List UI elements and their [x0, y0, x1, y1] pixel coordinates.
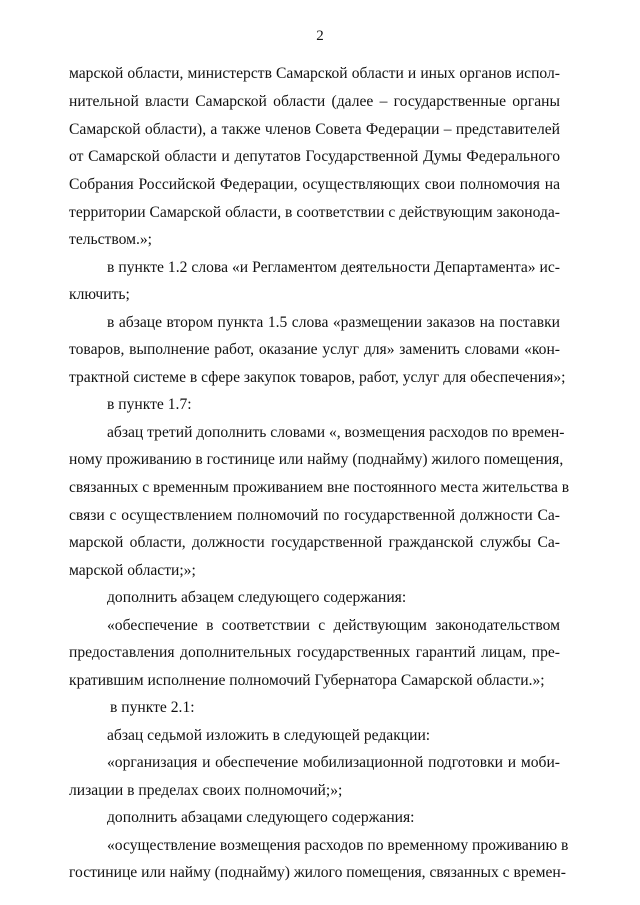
- text-line: ному проживанию в гостинице или найму (поднайму) жилого помещения,: [69, 451, 564, 468]
- text-line: «осуществление возмещения расходов по временному проживанию в: [107, 837, 569, 854]
- text-line: от Самарской области и депутатов Государственной Думы Федерального: [69, 148, 560, 165]
- text-line: нительной власти Самарской области (далее – государственные органы: [69, 93, 560, 110]
- text-line: ключить;: [69, 286, 130, 303]
- text-line: «организация и обеспечение мобилизационной подготовки и моби-: [107, 754, 560, 771]
- text-line: «обеспечение в соответствии с действующим законодательством: [107, 617, 560, 634]
- text-line: товаров, выполнение работ, оказание услуг для» заменить словами «кон-: [69, 341, 560, 358]
- page-number: 2: [316, 28, 324, 44]
- text-line: тельством.»;: [69, 231, 153, 248]
- text-line: в абзаце втором пункта 1.5 слова «размещении заказов на поставки: [107, 314, 560, 331]
- text-line: лизации в пределах своих полномочий;»;: [69, 782, 343, 799]
- text-line: в пункте 2.1:: [110, 699, 195, 716]
- text-line: марской области, министерств Самарской области и иных органов испол-: [69, 65, 560, 82]
- text-line: дополнить абзацем следующего содержания:: [107, 589, 407, 606]
- text-line: связи с осуществлением полномочий по государственной должности Са-: [69, 507, 560, 524]
- text-line: Собрания Российской Федерации, осуществляющих свои полномочия на: [69, 176, 560, 193]
- text-line: трактной системе в сфере закупок товаров, работ, услуг для обеспечения»;: [69, 369, 566, 386]
- text-line: абзац седьмой изложить в следующей редакции:: [107, 727, 431, 744]
- text-line: абзац третий дополнить словами «, возмещения расходов по времен-: [107, 424, 565, 441]
- text-line: дополнить абзацами следующего содержания:: [107, 809, 415, 826]
- text-line: предоставления дополнительных государственных гарантий лицам, пре-: [69, 644, 560, 661]
- text-line: кратившим исполнение полномочий Губернатора Самарской области.»;: [69, 672, 545, 689]
- text-line: в пункте 1.7:: [107, 396, 192, 413]
- text-line: марской области, должности государственной гражданской службы Са-: [69, 534, 560, 551]
- text-line: в пункте 1.2 слова «и Регламентом деятельности Департамента» ис-: [107, 259, 560, 276]
- text-line: Самарской области), а также членов Совета Федерации – представителей: [69, 121, 560, 138]
- text-line: территории Самарской области, в соответствии с действующим законода-: [69, 204, 560, 221]
- text-line: связанных с временным проживанием вне постоянного места жительства в: [69, 479, 570, 496]
- text-line: гостинице или найму (поднайму) жилого помещения, связанных с времен-: [69, 864, 566, 881]
- text-line: марской области;»;: [69, 562, 196, 579]
